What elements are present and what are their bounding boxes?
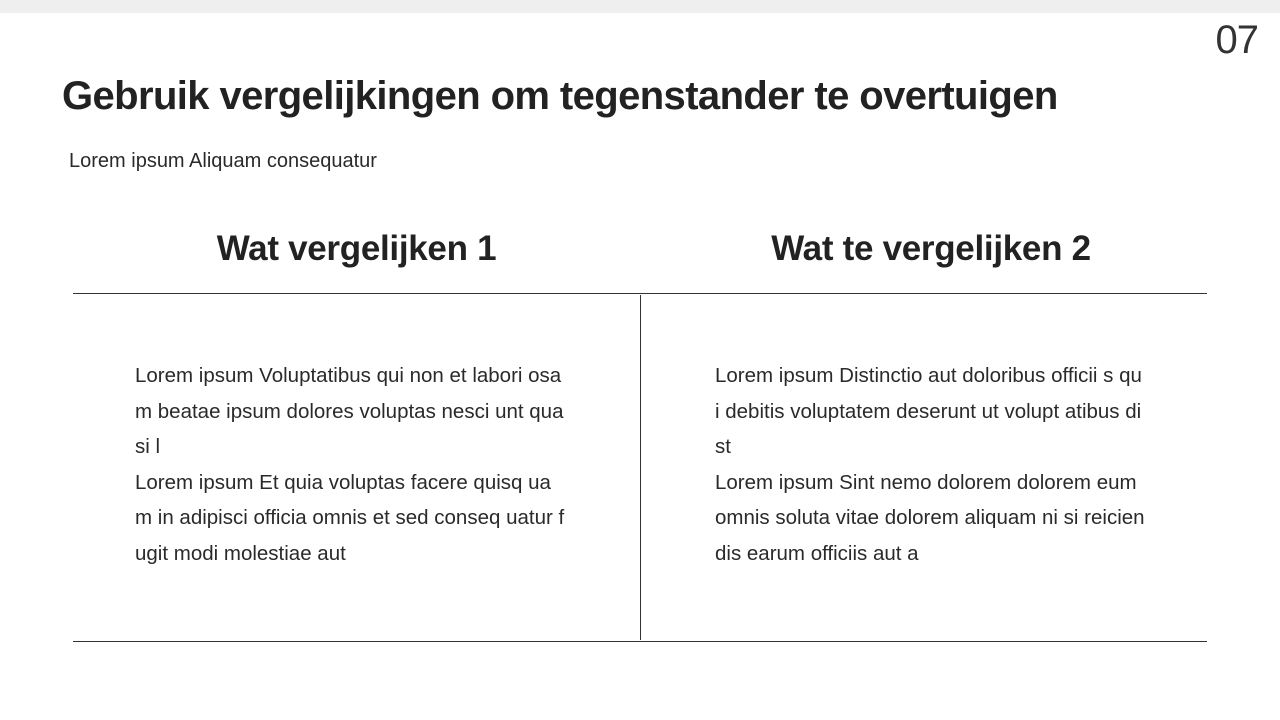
slide-subtitle: Lorem ipsum Aliquam consequatur — [69, 150, 377, 172]
column-body-right — [715, 358, 1145, 571]
column-body-left — [135, 358, 565, 571]
column-left-paragraph-2: Lorem ipsum Et quia voluptas facere quisq uam in adipisci officia omnis et sed conseq uatur fugit modi molestiae aut — [135, 470, 565, 565]
slide-title: Gebruik vergelijkingen om tegenstander te overtuigen — [62, 74, 1058, 118]
column-left-paragraph-1: Lorem ipsum Voluptatibus qui non et labori osam beatae ipsum dolores voluptas nesci unt quasi l — [135, 364, 564, 458]
column-divider-line — [640, 295, 641, 640]
column-heading-right: Wat te vergelijken 2 — [771, 229, 1091, 268]
column-right-paragraph-2: Lorem ipsum Sint nemo dolorem dolorem eum omnis soluta vitae dolorem aliquam ni si reiciendis earum officiis aut a — [715, 470, 1145, 565]
column-heading-left: Wat vergelijken 1 — [216, 229, 497, 268]
bottom-divider-line — [73, 641, 1207, 642]
top-divider-line — [73, 293, 1207, 294]
column-right-paragraph-1: Lorem ipsum Distinctio aut doloribus officii s qui debitis voluptatem deserunt ut volupt atibus dist — [715, 364, 1142, 458]
top-bar — [0, 0, 1280, 13]
page-number: 07 — [1215, 18, 1258, 62]
